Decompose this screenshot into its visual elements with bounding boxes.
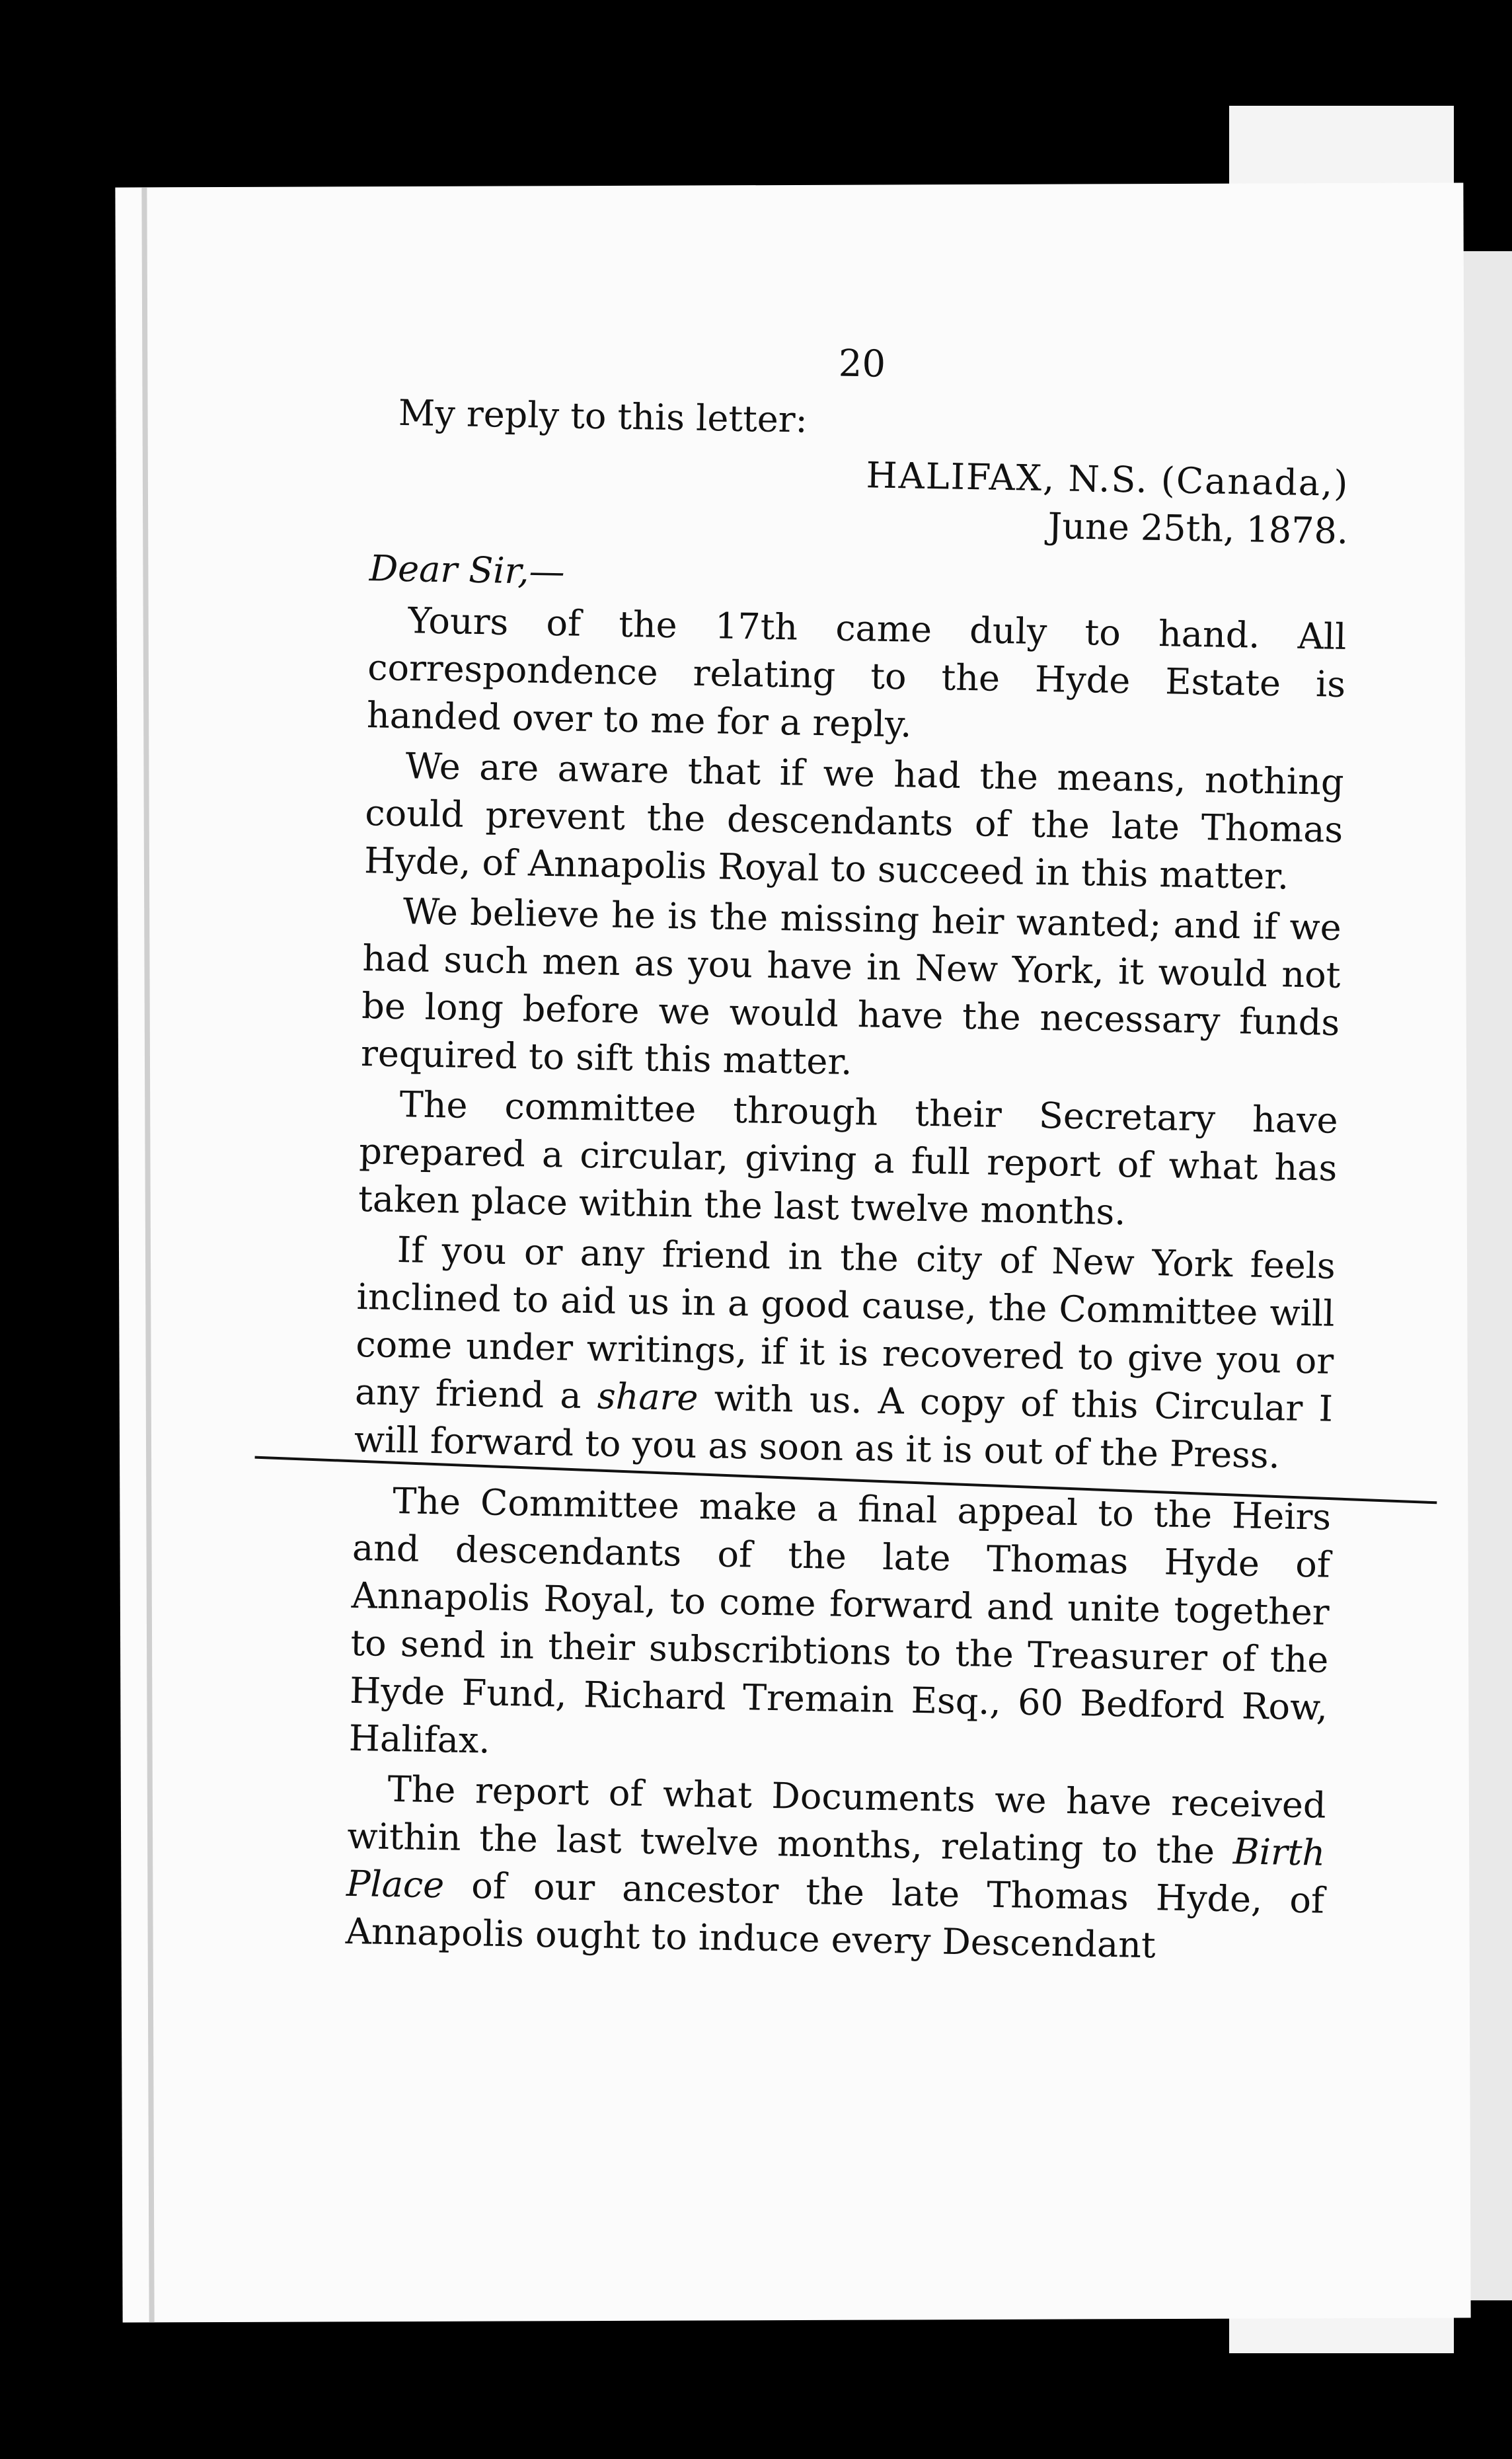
page-number: 20 — [838, 342, 886, 386]
salutation: Dear Sir,— — [369, 547, 566, 593]
italic-word: share — [597, 1375, 699, 1419]
paragraph-text: with us. A copy of this Circular I will forward to you as soon as it is out of the Press. — [354, 1377, 1334, 1477]
paragraph-text: The report of what Documents we have received within the last twelve months, relating to the — [346, 1768, 1327, 1873]
page-text — [345, 332, 1351, 1974]
paragraph-text: of our ancestor the late Thomas Hyde, of Annapolis ought to induce every Descendant — [345, 1864, 1325, 1967]
italic-phrase: Birth Place — [346, 1830, 1326, 1906]
closing-paragraph: The Committee make a final appeal to the Heirs and descendants of the late Thomas Hyde of Annapolis Royal, to come forward and unite together to send in their subscribtions to the Treasurer of the Hyde Fund, Richard Tremain Esq., 60 Bedford Row, Halifax. — [348, 1479, 1332, 1762]
intro-line: My reply to this letter: — [398, 391, 808, 441]
paragraph-text: If you or any friend in the city of New York feels inclined to aid us in a good cause, the Committee will come under writings, if it is recovered to give you or any friend a — [354, 1229, 1336, 1417]
page-edge — [141, 187, 154, 2322]
letter-date: June 25th, 1878. — [1047, 505, 1349, 552]
book-page — [115, 182, 1470, 2322]
paragraph: We are aware that if we had the means, nothing could prevent the descendants of the late Thomas Hyde, of Annapolis Royal to succeed in this matter. — [363, 745, 1345, 898]
letter-place: HALIFAX, N.S. (Canada,) — [866, 454, 1349, 505]
paragraph: We believe he is the missing heir wanted; and if we had such men as you have in New York, it would not be long before we would have the necessary funds required to sift this matter. — [360, 890, 1342, 1083]
paragraph: Yours of the 17th came duly to hand. All correspondence relating to the Hyde Estate is handed over to me for a reply. — [366, 600, 1347, 746]
paragraph: The committee through their Secretary have prepared a circular, giving a full report of what has taken place within the last twelve months. — [358, 1083, 1339, 1233]
closing-paragraph — [345, 1765, 1326, 1972]
paragraph — [354, 1226, 1336, 1481]
